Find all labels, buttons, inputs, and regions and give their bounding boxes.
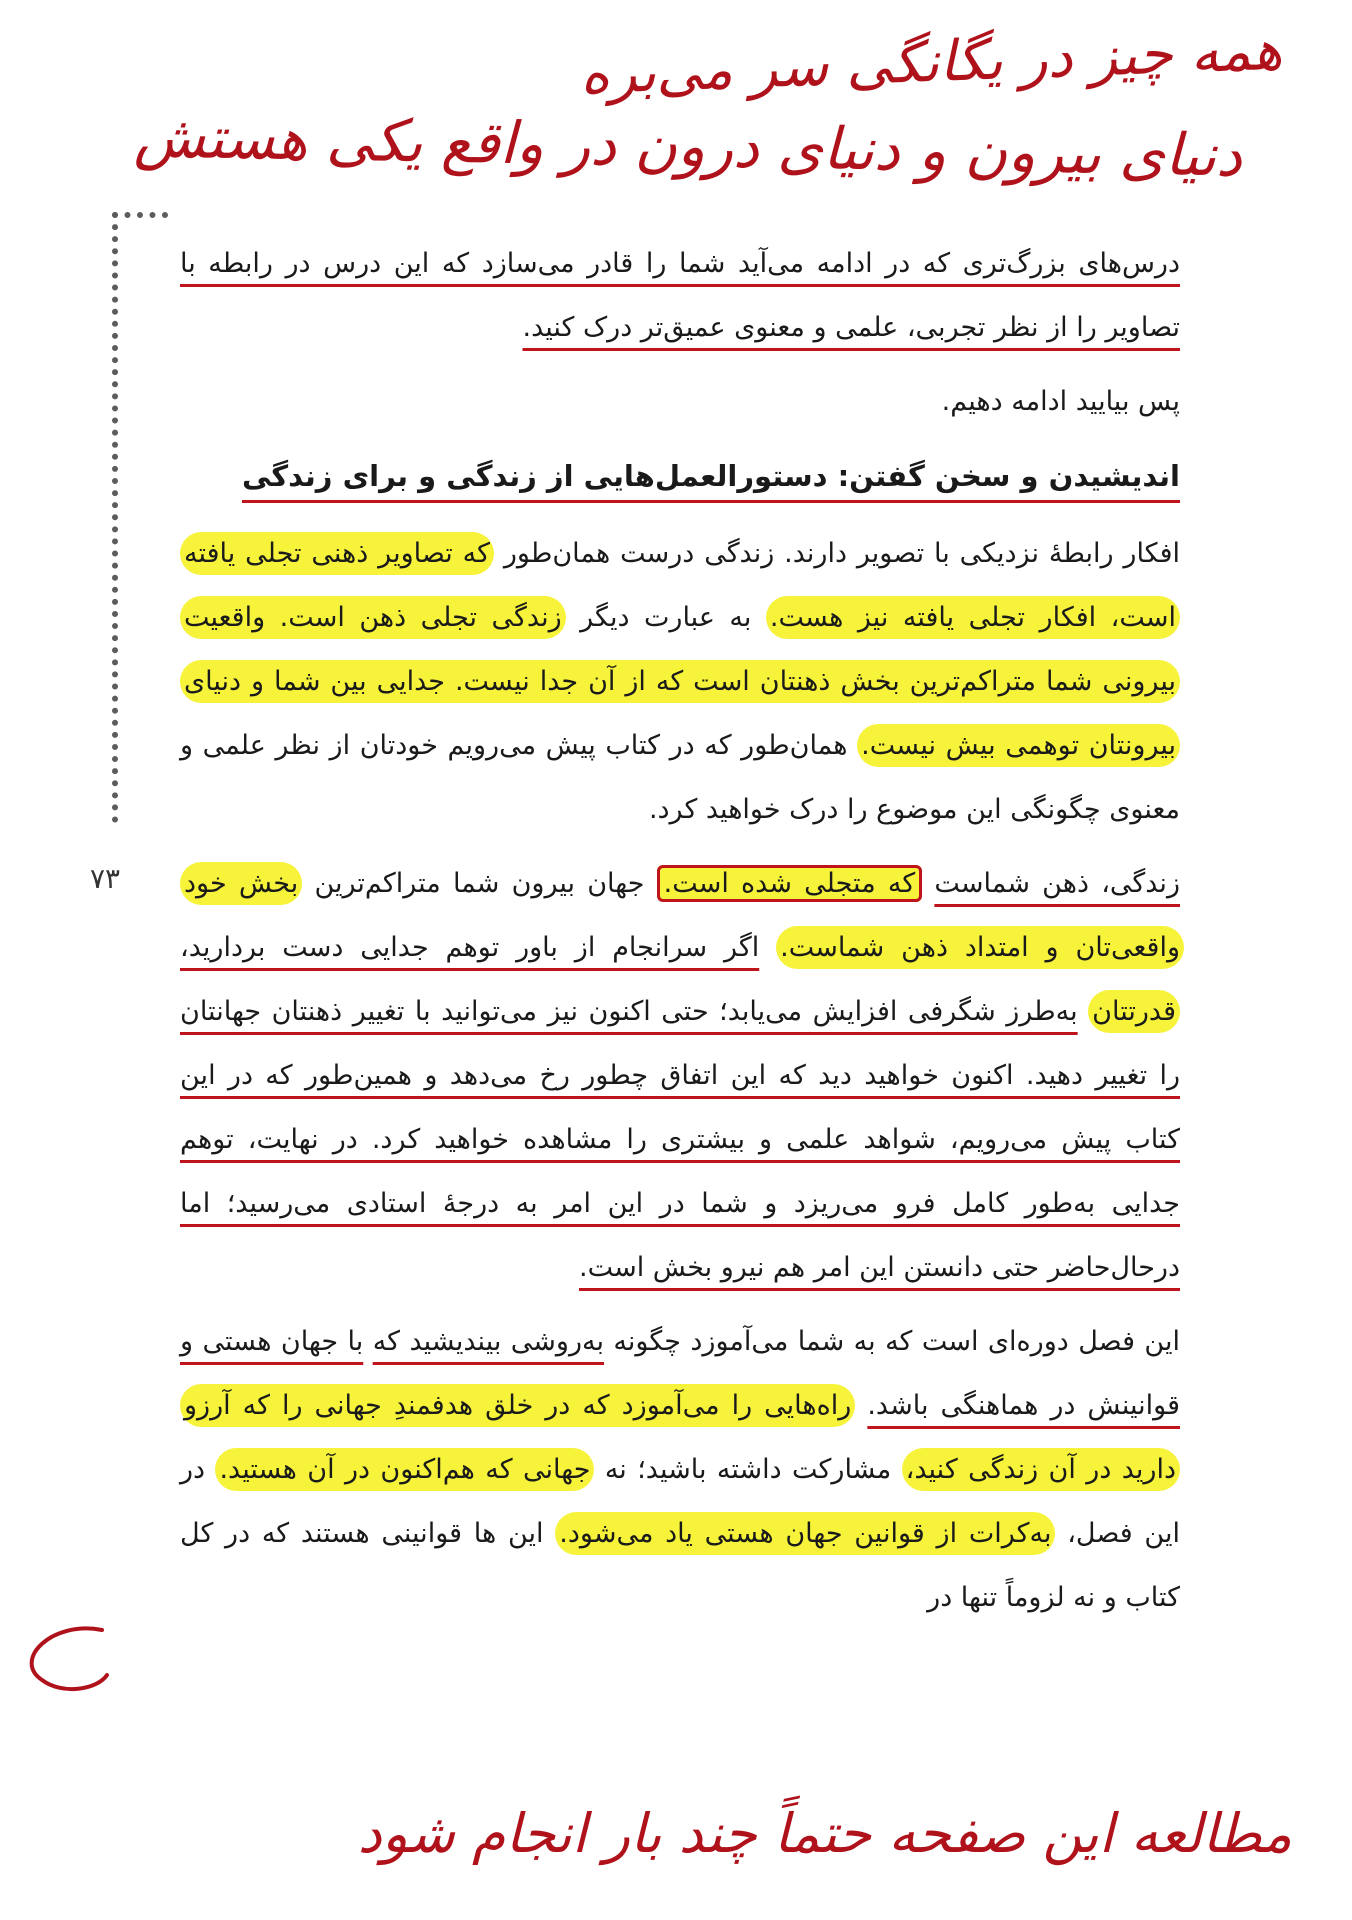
p4-highlight-f: قدرتتان <box>1088 990 1180 1033</box>
dotted-bracket-marker <box>112 212 168 823</box>
p5-highlight-f: جهانی که هم‌اکنون در آن هستید. <box>215 1448 594 1491</box>
p3-highlight-b: که تصاویر ذهنی تجلی یافته است، افکار تجلی یافته نیز هست. <box>180 532 1180 639</box>
paragraph-2-text: پس بیایید ادامه دهیم. <box>941 386 1180 417</box>
p5-part-b: به‌روشی بیندیشید که <box>372 1326 604 1357</box>
p3-part-a: افکار رابطهٔ نزدیکی با تصویر دارند. زندگی درست همان‌طور <box>503 538 1180 569</box>
handwritten-note-top-1: همه چیز در یگانگی سر می‌بره <box>578 17 1283 108</box>
paragraph-1-text: درس‌های بزرگ‌تری که در ادامه می‌آید شما را قادر می‌سازد که این درس در رابطه با تصاویر را از نظر تجربی، علمی و معنوی عمیق‌تر درک کنید. <box>180 248 1180 343</box>
handwritten-note-top-2: دنیای بیرون و دنیای درون در واقع یکی هستش <box>133 102 1243 190</box>
body-text <box>180 232 1180 1640</box>
p4-highlight-b: که متجلی شده است. <box>657 865 923 902</box>
paragraph-1 <box>180 232 1180 360</box>
p3-part-c: به عبارت دیگر <box>580 602 752 633</box>
paragraph-2 <box>180 370 1180 434</box>
p5-part-a: این فصل دوره‌ای است که به شما می‌آموزد چگونه <box>613 1326 1180 1357</box>
p5-part-i: این ها قوانینی هستند که در کل کتاب و نه لزوماً تنها در <box>180 1518 1180 1613</box>
paragraph-5 <box>180 1310 1180 1630</box>
page-number: ۷۳ <box>90 862 121 895</box>
paragraph-4 <box>180 852 1180 1300</box>
paragraph-3 <box>180 522 1180 842</box>
p3-highlight-d: زندگی تجلی ذهن است. واقعیت بیرونی شما متراکم‌ترین بخش ذهنتان است که از آن جدا نیست. جدایی بین شما و دنیای بیرونتان توهمی بیش نیست. <box>180 596 1180 767</box>
p3-part-e: همان‌طور که در کتاب پیش می‌رویم خودتان از نظر علمی و معنوی چگونگی این موضوع را درک خواهید کرد. <box>180 730 1180 825</box>
p4-part-a: زندگی، ذهن شماست <box>934 868 1180 899</box>
p4-part-e: اگر سرانجام از باور توهم جدایی دست بردارید، <box>180 932 760 963</box>
p5-part-c: با جهان هستی و قوانینش در هماهنگی باشد. <box>180 1326 1180 1421</box>
p5-highlight-d: راه‌هایی را می‌آموزد که در خلق هدفمندِ جهانی را که آرزو دارید در آن زندگی کنید، <box>180 1384 1180 1491</box>
handwritten-scribble <box>12 1620 112 1700</box>
p5-part-e: مشارکت داشته باشید؛ نه <box>604 1454 892 1485</box>
handwritten-note-bottom: مطالعه این صفحه حتماً چند بار انجام شود <box>357 1802 1292 1865</box>
p5-highlight-h: به‌کرات از قوانین جهان هستی یاد می‌شود. <box>555 1512 1055 1555</box>
p5-part-g: در این فصل، <box>180 1454 1180 1549</box>
p4-part-g: به‌طرز شگرفی افزایش می‌یابد؛ حتی اکنون نیز می‌توانید با تغییر ذهنتان جهانتان را تغییر دهید. اکنون خواهید دید که این اتفاق چطور رخ می‌دهد و همین‌طور که در این کتاب پیش می‌رویم، شواهد علمی و بیشتری را مشاهده خواهید کرد. در نهایت، توهم جدایی به‌طور کامل فرو می‌ریزد و شما در این امر به درجهٔ استادی می‌رسید؛ اما درحال‌حاضر حتی دانستن این امر هم نیرو بخش است. <box>180 996 1180 1283</box>
p4-part-c: جهان بیرون شما متراکم‌ترین <box>314 868 645 899</box>
p4-highlight-d: بخش خود واقعی‌تان و امتداد ذهن شماست. <box>180 862 1184 969</box>
section-heading: اندیشیدن و سخن گفتن: دستورالعمل‌هایی از زندگی و برای زندگی <box>241 459 1180 493</box>
